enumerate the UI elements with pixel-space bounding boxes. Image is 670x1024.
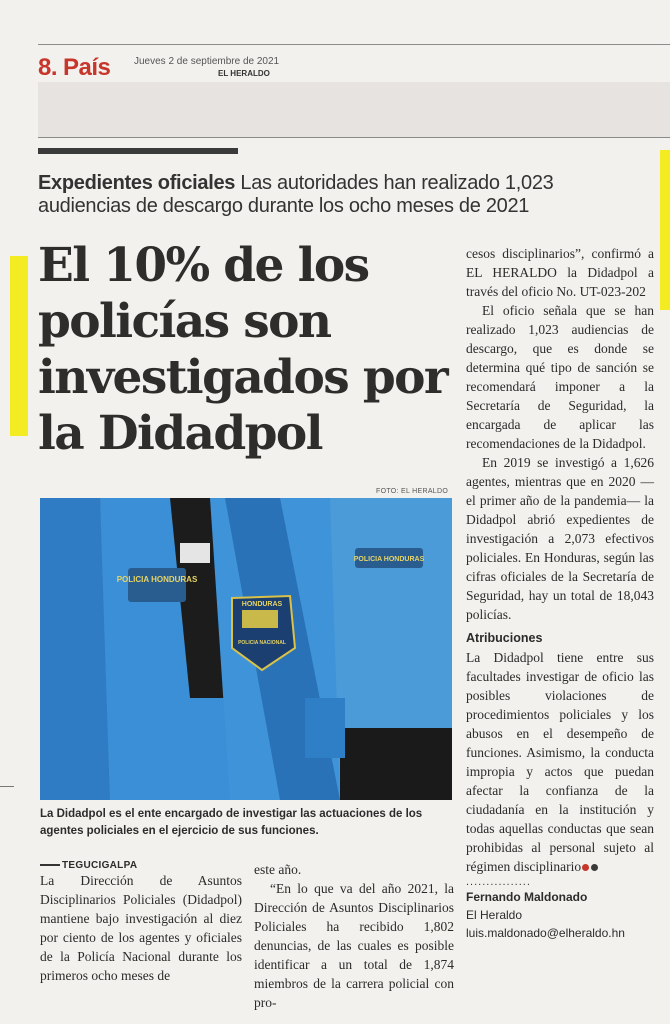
column-2-para-2: “En lo que va del año 2021, la Dirección de Asuntos Disciplinarios Policiales ha recibido 1,802 denuncias, de las cuales es posible identificar a un total de 1,874 miembros de la carrera policial con pro- bbox=[254, 881, 454, 1010]
photo-badge-bottom: POLICIA NACIONAL bbox=[238, 640, 286, 646]
section-header bbox=[38, 54, 110, 82]
column-1-text: La Dirección de Asuntos Disciplinarios Policiales (Didadpol) mantiene bajo investigación al diez por ciento de los agentes y oficiales de la Policía Nacional durante los primeros ocho meses de bbox=[40, 873, 242, 983]
issue-date: Jueves 2 de septiembre de 2021 bbox=[134, 56, 280, 67]
section-number: 8. bbox=[38, 54, 58, 81]
highlighter-mark-right bbox=[660, 150, 670, 310]
photo-badge: HONDURAS bbox=[241, 601, 283, 608]
end-mark-dot-red bbox=[582, 864, 589, 871]
kicker-rule bbox=[38, 148, 238, 154]
column-2 bbox=[254, 860, 454, 1012]
kicker-label: Expedientes oficiales bbox=[38, 172, 236, 194]
end-mark-dot-dark bbox=[591, 864, 598, 871]
kicker-text: Las autoridades han realizado 1,023 audiencias de descargo durante los ocho meses de 2021 bbox=[38, 172, 554, 217]
highlighter-mark-left bbox=[10, 256, 28, 436]
column-2-para-1: este año. bbox=[254, 862, 302, 877]
column-1 bbox=[40, 860, 242, 985]
column-3-para-1: cesos disciplinarios”, confirmó a EL HERALDO la Didadpol a través del oficio No. UT-023-202 bbox=[466, 246, 654, 299]
author-outlet: El Heraldo bbox=[466, 908, 523, 922]
photo-caption: La Didadpol es el ente encargado de investigar las actuaciones de los agentes policiales en el ejercicio de sus funciones. bbox=[40, 808, 423, 837]
photo-patch-right: POLICIA HONDURAS bbox=[353, 556, 425, 563]
headline: El 10% de los policías son investigados por la Didadpol bbox=[38, 238, 447, 461]
column-3 bbox=[466, 244, 654, 942]
header-band bbox=[38, 82, 670, 138]
publication-name: EL HERALDO bbox=[218, 69, 270, 78]
top-rule bbox=[38, 44, 670, 45]
margin-mark bbox=[0, 786, 14, 787]
section-name: País bbox=[63, 54, 111, 81]
date-info bbox=[134, 56, 279, 80]
subhead: Atribuciones bbox=[466, 631, 543, 645]
police-photo bbox=[40, 498, 452, 800]
column-3-para-2: El oficio señala que se han realizado 1,023 audiencias de descargo, que es donde se determina qué tipo de sanción se recomendará imponer a la Secretaría de Seguridad, la encargada de aplicar las recomendaciones de la Didadpol. bbox=[466, 303, 654, 451]
dateline: TEGUCIGALPA bbox=[40, 860, 242, 871]
author-name: Fernando Maldonado bbox=[466, 890, 588, 904]
column-3-para-3: En 2019 se investigó a 1,626 agentes, mientras que en 2020 —el primer año de la pandemia— la Didadpol abrió expedientes de investigación a 2,073 efectivos policiales. En Honduras, según las cifras oficiales de la Secretaría de Seguridad, hay un total de 18,043 policías. bbox=[466, 455, 654, 622]
photo-credit: FOTO: EL HERALDO bbox=[376, 488, 449, 495]
column-3-para-4 bbox=[466, 648, 654, 876]
author-email: luis.maldonado@elheraldo.hn bbox=[466, 926, 625, 940]
separator: ................ bbox=[466, 876, 531, 888]
column-3-para-4-text: La Didadpol tiene entre sus facultades investigar de oficio las posibles violaciones de procedimientos policiales y los abusos en el desempeño de funciones. Asimismo, la conducta impropia y actos que puedan afectar la confianza de la ciudadanía en la institución y todas aquellas conductas que sean prohibidas al personal sujeto al régimen disciplinario bbox=[466, 650, 654, 874]
photo-patch-left: POLICIA HONDURAS bbox=[116, 575, 198, 584]
kicker bbox=[38, 172, 638, 218]
